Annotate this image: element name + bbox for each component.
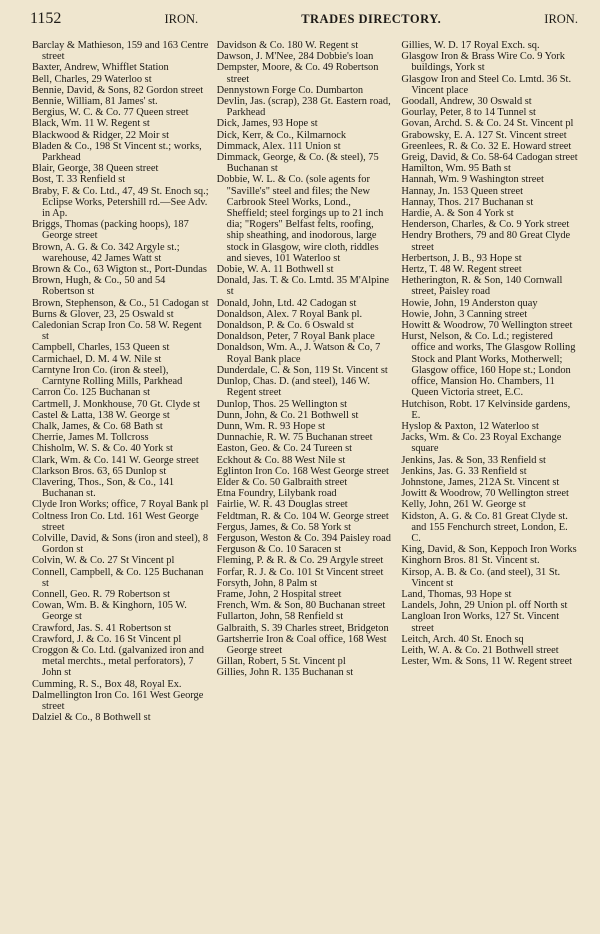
directory-entry: Barclay & Mathieson, 159 and 163 Centre street	[32, 40, 209, 63]
directory-entry: Gillan, Robert, 5 St. Vincent pl	[216, 656, 346, 668]
directory-entry: Crawford, Jas. S. 41 Robertson st	[32, 622, 172, 634]
directory-entry: Hyslop & Paxton, 12 Waterloo st	[401, 420, 539, 432]
directory-entry: Gillies, W. D. 17 Royal Exch. sq.	[401, 40, 540, 51]
directory-entry: Dalziel & Co., 8 Bothwell st	[32, 712, 151, 724]
directory-entry: Dunn, Wm. R. 93 Hope st	[216, 420, 326, 432]
directory-entry: Etna Foundry, Lilybank road	[216, 488, 337, 500]
header-right-section: IRON.	[544, 12, 578, 26]
directory-entry: Campbell, Charles, 153 Queen st	[32, 342, 170, 354]
directory-entry: Howitt & Woodrow, 70 Wellington street	[401, 320, 573, 332]
directory-entry: Bladen & Co., 198 St Vincent st.; works, Parkhead	[32, 140, 202, 164]
directory-entry: Greenlees, R. & Co. 32 E. Howard street	[401, 140, 572, 152]
directory-entry: Hannay, Thos. 217 Buchanan st	[401, 196, 534, 208]
directory-entry: Brown, A. G. & Co. 342 Argyle st.; warehouse, 42 James Watt st	[32, 241, 180, 264]
directory-entry: Langloan Iron Works, 127 St. Vincent street	[401, 611, 560, 634]
directory-entry: Clyde Iron Works; office, 7 Royal Bank pl	[32, 499, 209, 511]
directory-entry: Glasgow Iron & Brass Wire Co. 9 York buildings, York st	[401, 51, 565, 74]
page-number: 1152	[30, 10, 62, 27]
directory-entry: Howie, John, 19 Anderston quay	[401, 297, 538, 309]
directory-entry: Davidson & Co. 180 W. Regent st	[216, 40, 359, 51]
directory-entry: Baxter, Andrew, Whifflet Station	[32, 62, 169, 74]
directory-entry: Fullarton, John, 58 Renfield st	[216, 611, 344, 623]
directory-entry: Jenkins, Jas. G. 33 Renfield st	[401, 465, 527, 477]
directory-entry: Hertz, T. 48 W. Regent street	[401, 264, 522, 276]
directory-entry: Leitch, Arch. 40 St. Enoch sq	[401, 633, 524, 645]
directory-entry: Burns & Glover, 23, 25 Oswald st	[32, 308, 174, 320]
directory-entry: Ferguson, Weston & Co. 394 Paisley road	[216, 532, 391, 544]
directory-entry: Eglinton Iron Co. 168 West George street	[216, 465, 389, 477]
directory-entry: Dunnachie, R. W. 75 Buchanan street	[216, 432, 373, 444]
directory-entry: Easton, Geo. & Co. 24 Tureen st	[216, 443, 353, 455]
directory-entry: Dick, James, 93 Hope st	[216, 118, 318, 130]
directory-entry: Coltness Iron Co. Ltd. 161 West George street	[32, 510, 199, 533]
directory-entry: Chisholm, W. S. & Co. 40 York st	[32, 443, 173, 455]
directory-entry: Govan, Archd. S. & Co. 24 St. Vincent pl	[401, 118, 574, 130]
directory-entry: Fergus, James, & Co. 58 York st	[216, 521, 351, 533]
directory-entry: Lester, Wm. & Sons, 11 W. Regent street	[401, 656, 573, 668]
directory-entry: Devlin, Jas. (scrap), 238 Gt. Eastern road, Parkhead	[216, 96, 391, 119]
directory-entry: Clarkson Bros. 63, 65 Dunlop st	[32, 465, 167, 477]
page-header	[30, 10, 578, 32]
directory-entry: Donaldson, Alex. 7 Royal Bank pl.	[216, 308, 363, 320]
directory-entry: Jacks, Wm. & Co. 23 Royal Exchange square	[401, 432, 562, 455]
directory-entry: Dobbie, W. L. & Co. (sole agents for "Saville's" steel and files; the New Carbrook Steel Works, Lond., Sheffield; steel forgings up to 21 inch dia; "Rogers" Belfast felts, roofing, ship sheathing, and inodorous, large stock in Glasgow, wire cloth, riddles and sieves, 101 Waterloo st	[216, 174, 384, 264]
directory-entry: Goodall, Andrew, 30 Oswald st	[401, 96, 532, 108]
directory-entry: Colville, David, & Sons (iron and steel), 8 Gordon st	[32, 532, 209, 556]
directory-entry: Ferguson & Co. 10 Saracen st	[216, 544, 342, 556]
directory-entry: Bergius, W. C. & Co. 77 Queen street	[32, 107, 189, 119]
directory-entry: Johnstone, James, 212A St. Vincent st	[401, 476, 560, 488]
directory-entry: Donaldson, P. & Co. 6 Oswald st	[216, 320, 354, 332]
directory-entry: Castel & Latta, 138 W. George st	[32, 409, 170, 421]
directory-entry: Landels, John, 29 Union pl. off North st	[401, 600, 568, 612]
directory-entry: Jowitt & Woodrow, 70 Wellington street	[401, 488, 569, 500]
directory-entry: Croggon & Co. Ltd. (galvanized iron and metal merchts., metal perforators), 7 John st	[32, 644, 204, 679]
directory-entry: Forfar, R. J. & Co. 101 St Vincent street	[216, 566, 384, 578]
directory-entry: King, David, & Son, Keppoch Iron Works	[401, 544, 577, 556]
directory-entry: Brown, Hugh, & Co., 50 and 54 Robertson st	[32, 275, 166, 298]
directory-entry: Land, Thomas, 93 Hope st	[401, 588, 512, 600]
directory-entry: Bost, T. 33 Renfield st	[32, 174, 126, 186]
directory-entry: Connell, Geo. R. 79 Robertson st	[32, 588, 170, 600]
directory-entry: Fairlie, W. R. 43 Douglas street	[216, 499, 348, 511]
directory-entry: Braby, F. & Co. Ltd., 47, 49 St. Enoch sq.; Eclipse Works, Petershill rd.—See Adv. in Ap.	[32, 185, 209, 220]
directory-entry: Bennie, David, & Sons, 82 Gordon street	[32, 84, 204, 96]
directory-entry: Brown, Stephenson, & Co., 51 Cadogan st	[32, 297, 209, 309]
directory-entry: Donaldson, Peter, 7 Royal Bank place	[216, 331, 375, 343]
directory-entry: Kinghorn Bros. 81 St. Vincent st.	[401, 555, 540, 567]
directory-entry: Dick, Kerr, & Co., Kilmarnock	[216, 129, 347, 141]
directory-entry: Bell, Charles, 29 Waterloo st	[32, 73, 152, 85]
directory-entry: Hannay, Jn. 153 Queen street	[401, 185, 524, 197]
directory-entry: Leith, W. A. & Co. 21 Bothwell street	[401, 644, 559, 656]
directory-entry: Dunn, John, & Co. 21 Bothwell st	[216, 409, 359, 421]
directory-entry: Blair, George, 38 Queen street	[32, 163, 159, 175]
directory-entry: Fleming, P. & R. & Co. 29 Argyle street	[216, 555, 384, 567]
directory-entry: Cumming, R. S., Box 48, Royal Ex.	[32, 678, 182, 690]
directory-entry: Briggs, Thomas (packing hoops), 187 George street	[32, 219, 189, 242]
directory-entry: Hamilton, Wm. 95 Bath st	[401, 163, 511, 175]
directory-entry: Clark, Wm. & Co. 141 W. George street	[32, 454, 199, 466]
directory-entry: Howie, John, 3 Canning street	[401, 308, 528, 320]
directory-entry: Hurst, Nelson, & Co. Ld.; registered office and works, The Glasgow Rolling Stock and Plant Works, Motherwell; Glasgow office, 160 Hope st.; London office, Mansion Ho. Chambers, 11 Queen Victoria street, E.C.	[401, 331, 576, 399]
directory-entry: Greig, David, & Co. 58-64 Cadogan street	[401, 152, 578, 164]
directory-entry: Brown & Co., 63 Wigton st., Port-Dundas	[32, 264, 207, 276]
directory-entry: Kidston, A. G. & Co. 81 Great Clyde st. and 155 Fenchurch street, London, E. C.	[401, 510, 568, 544]
directory-entry: Henderson, Charles, & Co. 9 York street	[401, 219, 570, 231]
directory-entry: Dalmellington Iron Co. 161 West George street	[32, 689, 204, 712]
directory-entry: Gourlay, Peter, 8 to 14 Tunnel st	[401, 107, 536, 119]
directory-entry: Kirsop, A. B. & Co. (and steel), 31 St. Vincent st	[401, 566, 561, 589]
directory-entry: Dunlop, Chas. D. (and steel), 146 W. Regent street	[216, 376, 370, 399]
directory-entry: French, Wm. & Son, 80 Buchanan street	[216, 600, 386, 612]
directory-entry: Donaldson, Wm. A., J. Watson & Co, 7 Royal Bank place	[216, 342, 381, 365]
directory-entry: Feldtman, R. & Co. 104 W. George street	[216, 510, 389, 522]
column-3	[401, 40, 578, 920]
directory-entry: Dennystown Forge Co. Dumbarton	[216, 84, 364, 96]
directory-entry: Kelly, John, 261 W. George st	[401, 499, 526, 511]
directory-entry: Dempster, Moore, & Co. 49 Robertson street	[216, 62, 379, 85]
directory-entry: Dimmack, Alex. 111 Union st	[216, 140, 341, 152]
directory-entry: Carron Co. 125 Buchanan st	[32, 387, 151, 399]
directory-entry: Gillies, John R. 135 Buchanan st	[216, 667, 354, 679]
directory-entry: Hetherington, R. & Son, 140 Cornwall street, Paisley road	[401, 275, 563, 298]
directory-entry: Dunderdale, C. & Son, 119 St. Vincent st	[216, 364, 388, 376]
directory-entry: Herbertson, J. B., 93 Hope st	[401, 252, 522, 264]
column-2	[217, 40, 394, 920]
directory-entry: Donald, John, Ltd. 42 Cadogan st	[216, 297, 357, 309]
directory-entry: Gartsherrie Iron & Coal office, 168 West George street	[216, 633, 387, 656]
directory-entry: Crawford, J. & Co. 16 St Vincent pl	[32, 633, 182, 645]
directory-entry: Galbraith, S. 39 Charles street, Bridgeton	[216, 622, 389, 634]
directory-entry: Elder & Co. 50 Galbraith street	[216, 476, 348, 488]
directory-entry: Clavering, Thos., Son, & Co., 141 Buchanan st.	[32, 476, 175, 500]
directory-entry: Chalk, James, & Co. 68 Bath st	[32, 420, 163, 432]
directory-entry: Frame, John, 2 Hospital street	[216, 588, 342, 600]
directory-entry: Carmichael, D. M. 4 W. Nile st	[32, 353, 162, 365]
directory-entry: Black, Wm. 11 W. Regent st	[32, 118, 150, 130]
directory-entry: Eckhout & Co. 88 West Nile st	[216, 454, 346, 466]
directory-entry: Forsyth, John, 8 Palm st	[216, 577, 318, 589]
directory-entry: Grabowsky, E. A. 127 St. Vincent street	[401, 129, 567, 141]
directory-entry: Hannah, Wm. 9 Washington street	[401, 174, 544, 186]
directory-entry: Glasgow Iron and Steel Co. Lmtd. 36 St. Vincent place	[401, 73, 572, 96]
directory-entry: Donald, Jas. T. & Co. Lmtd. 35 M'Alpine st	[216, 275, 390, 298]
directory-entry: Blackwood & Ridger, 22 Moir st	[32, 129, 169, 141]
directory-entry: Dawson, J. M'Nee, 284 Dobbie's loan	[216, 51, 374, 63]
directory-entry: Colvin, W. & Co. 27 St Vincent pl	[32, 555, 175, 567]
directory-columns	[32, 40, 578, 920]
header-title: TRADES DIRECTORY.	[301, 12, 442, 26]
directory-entry: Hendry Brothers, 79 and 80 Great Clyde street	[401, 230, 571, 253]
directory-entry: Hardie, A. & Son 4 York st	[401, 208, 514, 220]
directory-entry: Dunlop, Thos. 25 Wellington st	[216, 398, 348, 410]
directory-entry: Dobie, W. A. 11 Bothwell st	[216, 264, 334, 276]
directory-entry: Hutchison, Robt. 17 Kelvinside gardens, E.	[401, 398, 571, 421]
directory-entry: Cowan, Wm. B. & Kinghorn, 105 W. George st	[32, 600, 187, 623]
header-left-section: IRON.	[164, 12, 199, 26]
directory-entry: Dimmack, George, & Co. (& steel), 75 Buchanan st	[216, 152, 379, 175]
directory-entry: Carntyne Iron Co. (iron & steel), Carntyne Rolling Mills, Parkhead	[32, 364, 183, 388]
column-1	[32, 40, 209, 920]
directory-entry: Connell, Campbell, & Co. 125 Buchanan st	[32, 566, 204, 589]
directory-entry: Cartmell, J. Monkhouse, 70 Gt. Clyde st	[32, 398, 200, 410]
directory-entry: Jenkins, Jas. & Son, 33 Renfield st	[401, 454, 546, 466]
directory-entry: Bennie, William, 81 James' st.	[32, 96, 158, 108]
directory-entry: Caledonian Scrap Iron Co. 58 W. Regent st	[32, 320, 202, 343]
directory-entry: Cherrie, James M. Tollcross	[32, 432, 149, 444]
